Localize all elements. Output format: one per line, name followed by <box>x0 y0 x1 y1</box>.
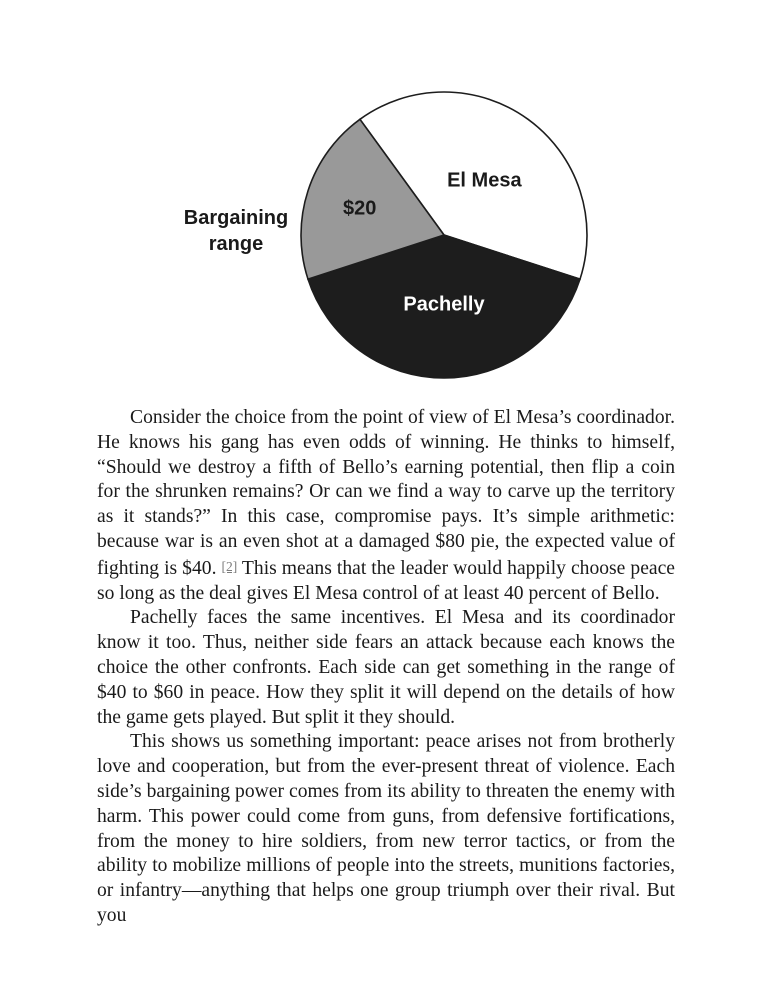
footnote-link[interactable]: [2] <box>221 558 238 574</box>
paragraph-1-continued: This means that the leader would happily choose peace so long as the deal gives El Mesa control of at least 40 percent of Bello. <box>97 557 675 604</box>
pie-slice-label-2: $20 <box>342 197 377 220</box>
body-text <box>97 406 675 929</box>
pie-slice-label-1: Pachelly <box>403 293 485 316</box>
pie-chart <box>0 0 772 400</box>
paragraph-2: Pachelly faces the same incentives. El Mesa and its coordinador know it too. Thus, neither side fears an attack because each knows the choice the other confronts. Each side can get something in the range of $40 to $60 in peace. How they split it will depend on the details of how the game gets played. But split it they should. <box>97 607 675 728</box>
bargaining-range-label-line-2: range <box>208 233 264 255</box>
pie-slices <box>301 92 587 378</box>
paragraph-1 <box>97 406 675 606</box>
pie-slice-label-0: El Mesa <box>447 169 522 192</box>
paragraph-1-text: Consider the choice from the point of view of El Mesa’s coordinador. He knows his gang has even odds of winning. He thinks to himself, “Should we destroy a fifth of Bello’s earning potential, then flip a coin for the shrunken remains? Or can we find a way to carve up the territory as it stands?” In this case, compromise pays. It’s simple arithmetic: because war is an even shot at a damaged $80 pie, the expected value of fighting is $40. <box>97 407 675 579</box>
paragraph-3: This shows us something important: peace arises not from brotherly love and cooperation, but from the ever-present threat of violence. Each side’s bargaining power comes from its ability to threaten the enemy with harm. This power could come from guns, from defensive fortifications, from the money to hire soldiers, from new terror tactics, or from the ability to mobilize millions of people into the streets, munitions factories, or infantry—anything that helps one group triumph over their rival. But you <box>97 731 675 926</box>
bargaining-range-label-line-1: Bargaining <box>183 207 289 229</box>
